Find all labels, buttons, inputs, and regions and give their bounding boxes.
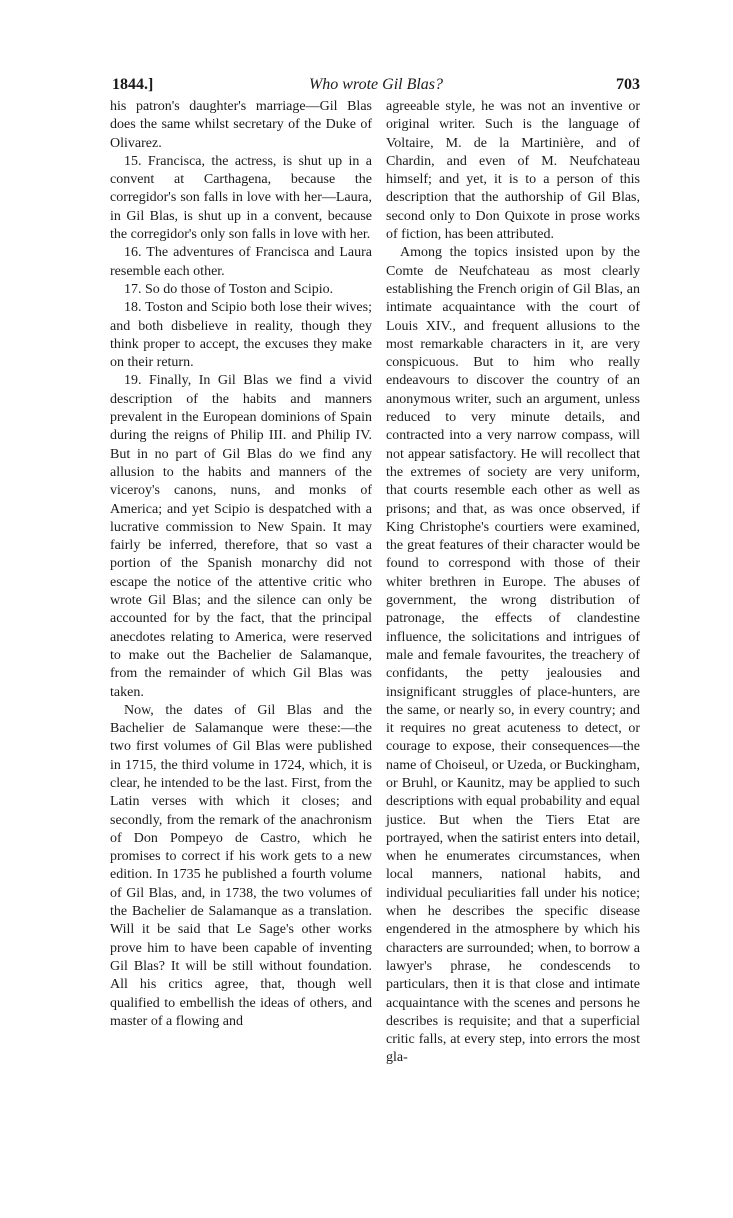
paragraph: his patron's daughter's marriage—Gil Blas does the same whilst secretary of the Duke of Olivarez. — [110, 99, 372, 151]
header-year: 1844.] — [112, 76, 154, 93]
page-number: 703 — [616, 76, 640, 93]
paragraph: Among the topics insisted upon by the Comte de Neufchateau as most clearly establishing the French origin of Gil Blas, an intimate acquaintance with the court of Louis XIV., and frequent allusions to the most remarkable characters in it, are very conspicuous. But to him who really endeavours to discover the country of an anonymous writer, such an argument, unless reduced to very minute details, and contracted into a very narrow compass, will not appear satisfactory. He will recollect that the extremes of society are very uniform, that courts resemble each other as well as prisons; and that, as was once observed, if King Christophe's courtiers were examined, the great features of their character would be found to correspond with those of their whiter brethren in Europe. The abuses of government, the wrong distribution of patronage, the effects of clandestine influence, the solicitations and intrigues of male and female favourites, the treachery of confidants, the petty jealousies and insignificant struggles of place-hunters, are the same, or nearly so, in every country; and it requires no great acuteness to detect, or courage to expose, their consequences—the name of Choiseul, or Uzeda, or Buckingham, or Bruhl, or Kaunitz, may be applied to such descriptions with equal probability and equal justice. But when the Tiers Etat are portrayed, when the satirist enters into detail, when he enumerates circumstances, when local manners, national habits, and individual peculiarities fall under his notice; when he describes the specific disease engendered in the atmosphere by which his characters are surrounded; when, to borrow a lawyer's phrase, he condescends to particulars, then it is that close and intimate acquaintance with the scenes and persons he describes is requisite; and that a superficial critic falls, at every step, into errors the most gla- — [386, 245, 640, 1066]
running-header — [112, 74, 640, 96]
paragraph: agreeable style, he was not an inventive or original writer. Such is the language of Voltaire, M. de la Martinière, and of Chardin, and even of M. Neufchateau himself; and yet, it is to a person of this description that the authorship of Gil Blas, second only to Don Quixote in prose works of fiction, has been attributed. — [386, 99, 640, 243]
left-column — [110, 98, 372, 1031]
paragraph: Now, the dates of Gil Blas and the Bachelier de Salamanque were these:—the two first volumes of Gil Blas were published in 1715, the third volume in 1724, which, it is clear, he intended to be the last. First, from the Latin verses with which it closes; and secondly, from the remark of the anachronism of Don Pompeyo de Castro, which he promises to correct if his work gets to a new edition. In 1735 he published a fourth volume of Gil Blas, and, in 1738, the two volumes of the Bachelier de Salamanque as a translation. Will it be said that Le Sage's other works prove him to have been capable of inventing Gil Blas? It will be still without foundation. All his critics agree, that, though well qualified to embellish the ideas of others, and master of a flowing and — [110, 702, 372, 1029]
paragraph: 17. So do those of Toston and Scipio. — [124, 281, 334, 297]
paragraph: 18. Toston and Scipio both lose their wives; and both disbelieve in reality, though they think proper to accept, the excuses they make on their return. — [110, 300, 372, 371]
right-column — [386, 98, 640, 1068]
header-title: Who wrote Gil Blas? — [308, 76, 444, 93]
paragraph: 16. The adventures of Francisca and Laura resemble each other. — [110, 245, 372, 279]
paragraph: 19. Finally, In Gil Blas we find a vivid description of the habits and manners prevalent in the European dominions of Spain during the reigns of Philip III. and Philip IV. But in no part of Gil Blas do we find any allusion to the habits and manners of the viceroy's canons, nuns, and monks of America; and yet Scipio is despatched with a lucrative commission to New Spain. It may fairly be inferred, therefore, that so vast a portion of the Spanish monarchy did not escape the notice of the attentive critic who wrote Gil Blas; and the silence can only be accounted for by the fact, that the principal anecdotes relating to America, were reserved to make out the Bachelier de Salamanque, from the remainder of which Gil Blas was taken. — [110, 373, 372, 700]
paragraph: 15. Francisca, the actress, is shut up in a convent at Carthagena, because the corregidor's son falls in love with her—Laura, in Gil Blas, is shut up in a convent, because the corregidor's only son falls in love with her. — [110, 153, 372, 243]
